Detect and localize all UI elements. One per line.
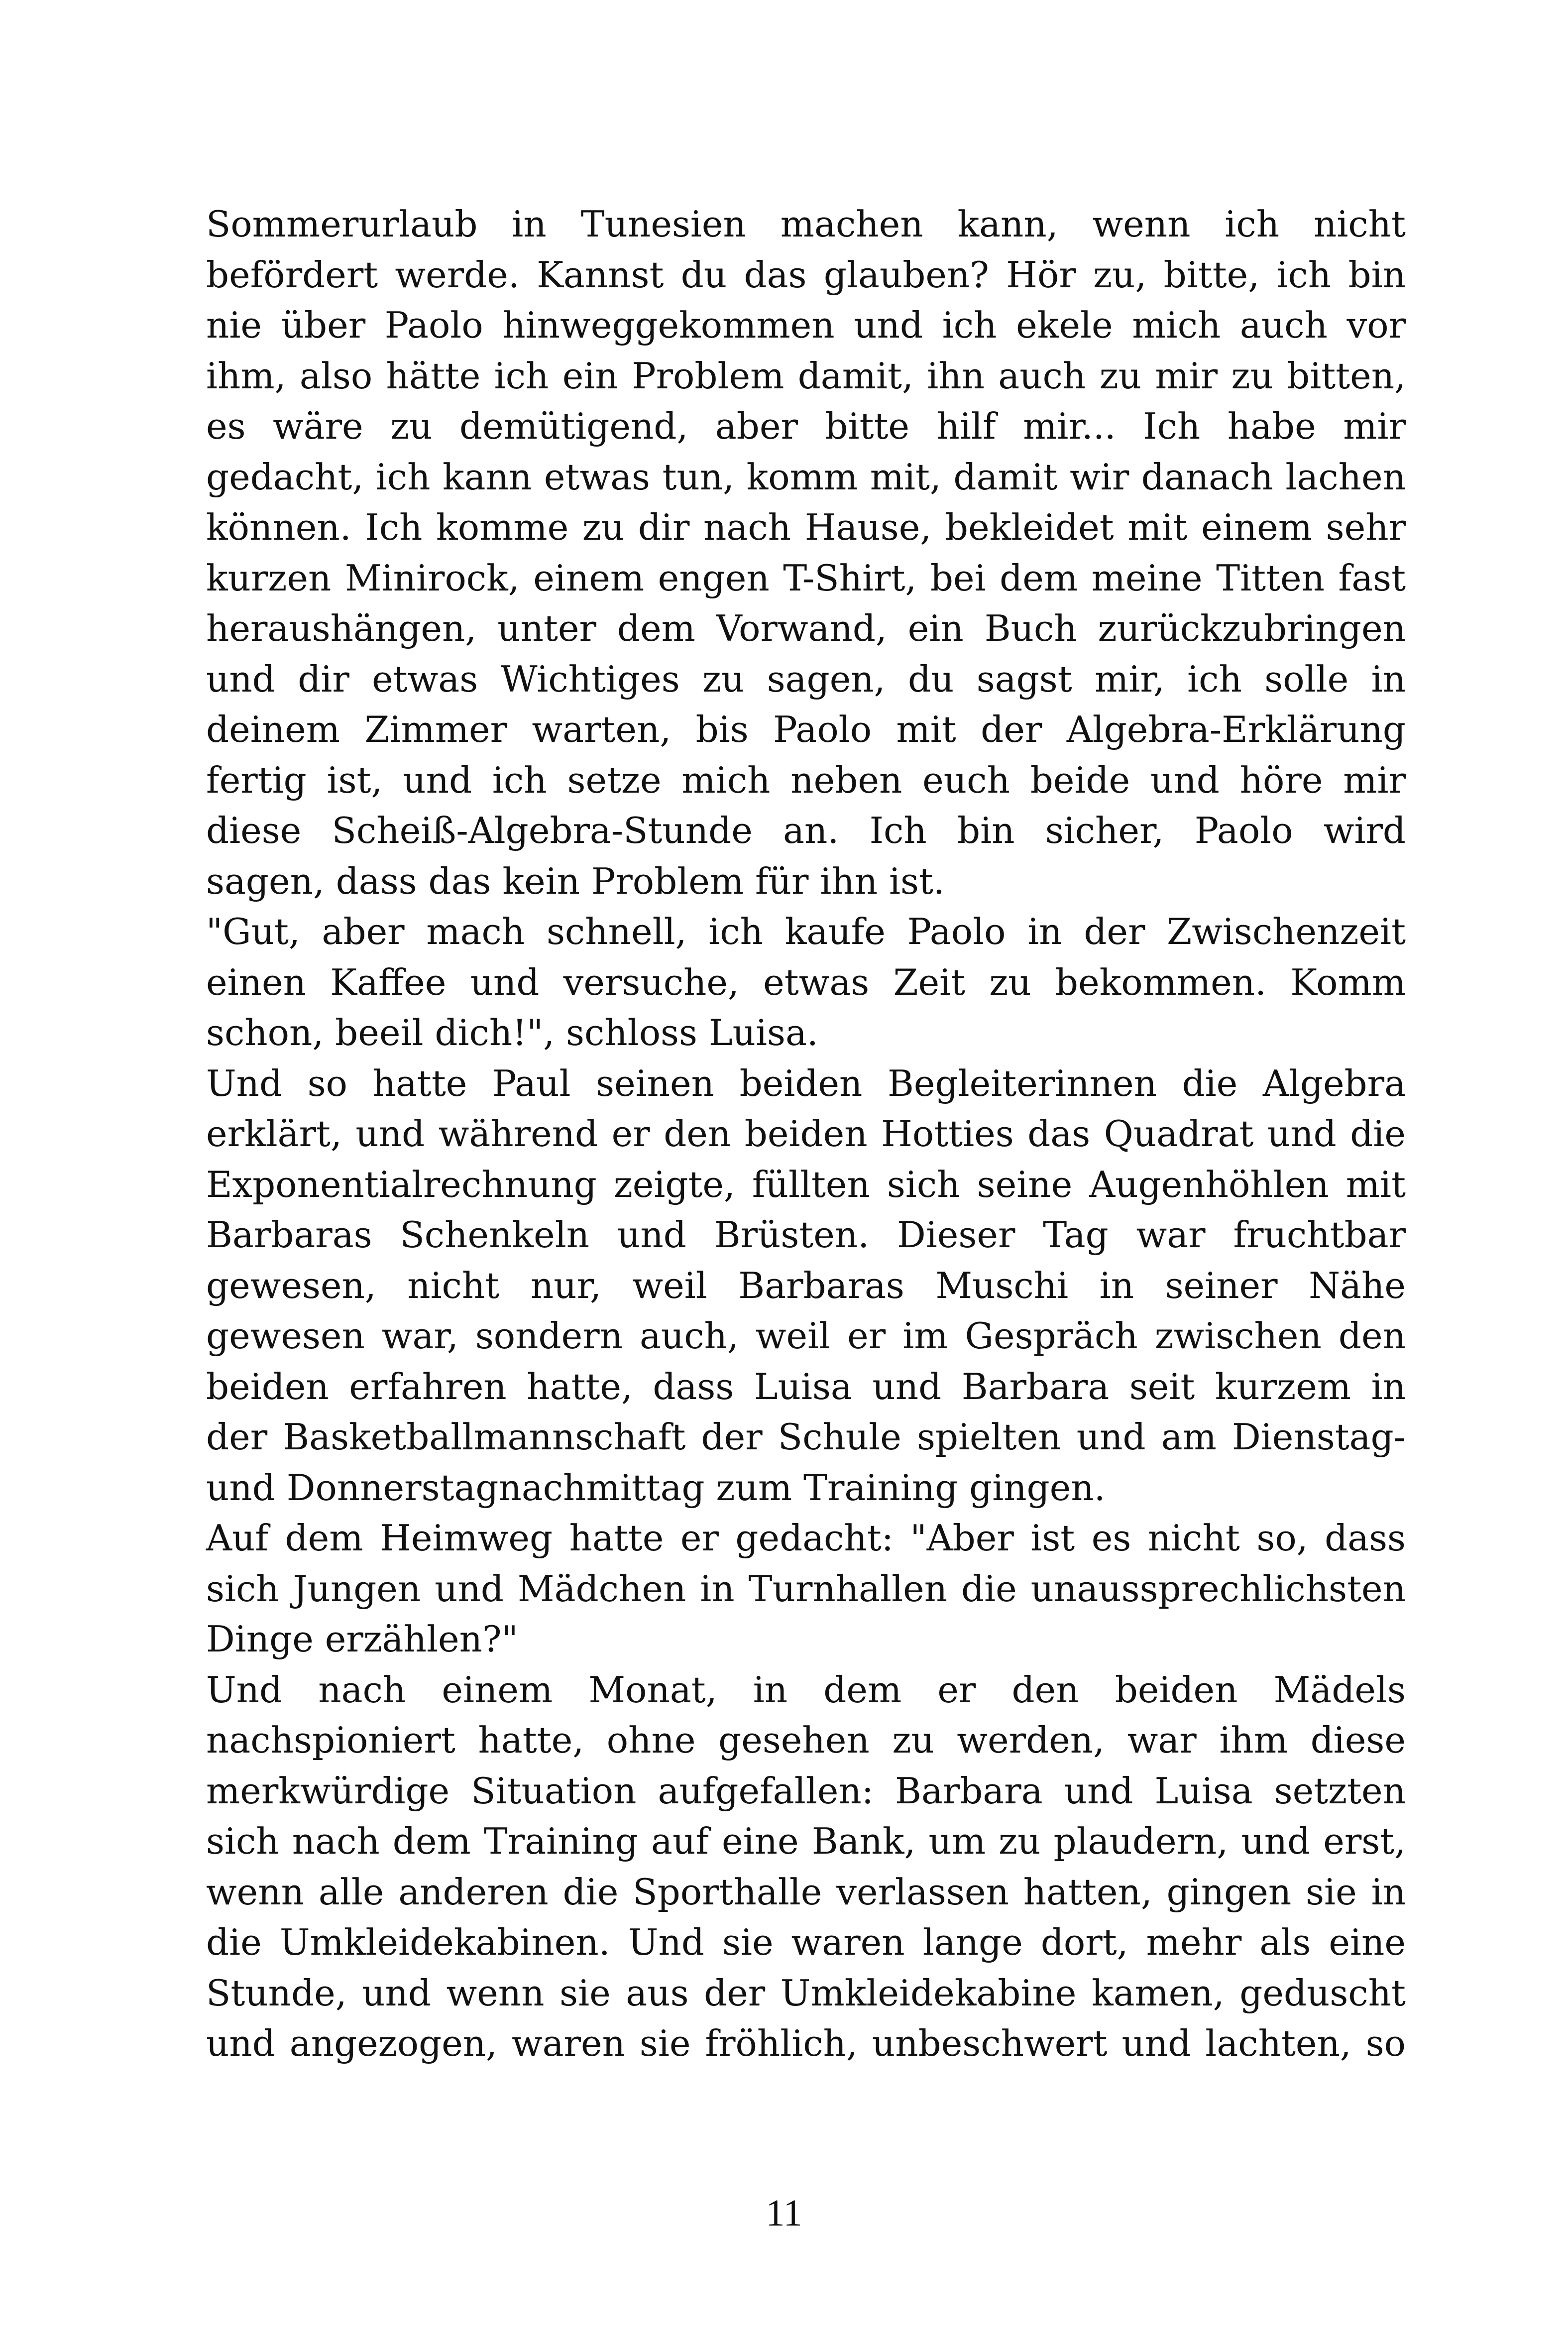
text-line: kurzen Minirock, einem engen T-Shirt, bei dem meine Titten fast <box>206 557 1406 599</box>
text-line: fertig ist, und ich setze mich neben euch beide und höre mir <box>206 759 1406 801</box>
page-number: 11 <box>766 2192 802 2234</box>
text-line: sich nach dem Training auf eine Bank, um zu plaudern, und erst, <box>206 1820 1406 1862</box>
text-line: diese Scheiß-Algebra-Stunde an. Ich bin sicher, Paolo wird <box>206 810 1406 851</box>
text-line: können. Ich komme zu dir nach Hause, bekleidet mit einem sehr <box>206 506 1406 548</box>
text-line: Und nach einem Monat, in dem er den beiden Mädels <box>206 1668 1406 1711</box>
text-line: nachspioniert hatte, ohne gesehen zu werden, war ihm diese <box>206 1719 1406 1761</box>
text-line: sich Jungen und Mädchen in Turnhallen die unaussprechlichsten <box>206 1567 1406 1610</box>
text-line: erklärt, und während er den beiden Hotties das Quadrat und die <box>206 1113 1406 1155</box>
text-line: ihm, also hätte ich ein Problem damit, ihn auch zu mir zu bitten, <box>206 354 1406 397</box>
text-line: und Donnerstagnachmittag zum Training gingen. <box>206 1466 1106 1509</box>
text-line: und dir etwas Wichtiges zu sagen, du sagst mir, ich solle in <box>206 658 1406 700</box>
body-text <box>206 199 1406 2069</box>
text-line: merkwürdige Situation aufgefallen: Barbara und Luisa setzten <box>206 1769 1406 1812</box>
text-line: deinem Zimmer warten, bis Paolo mit der Algebra-Erklärung <box>206 708 1406 750</box>
text-line: Stunde, und wenn sie aus der Umkleidekabine kamen, geduscht <box>206 1972 1406 2014</box>
text-line: einen Kaffee und versuche, etwas Zeit zu bekommen. Komm <box>206 961 1406 1003</box>
text-line: beiden erfahren hatte, dass Luisa und Barbara seit kurzem in <box>206 1365 1406 1408</box>
text-line: gewesen, nicht nur, weil Barbaras Muschi in seiner Nähe <box>206 1264 1406 1306</box>
text-line: heraushängen, unter dem Vorwand, ein Buch zurückzubringen <box>206 607 1406 649</box>
text-line: Dinge erzählen?" <box>206 1618 518 1660</box>
text-line: sagen, dass das kein Problem für ihn ist. <box>206 860 945 902</box>
text-line: Auf dem Heimweg hatte er gedacht: "Aber ist es nicht so, dass <box>206 1517 1406 1559</box>
text-line: Barbaras Schenkeln und Brüsten. Dieser Tag war fruchtbar <box>206 1214 1406 1256</box>
text-line: gedacht, ich kann etwas tun, komm mit, damit wir danach lachen <box>206 456 1406 498</box>
text-line: die Umkleidekabinen. Und sie waren lange dort, mehr als eine <box>206 1921 1406 1963</box>
text-line: schon, beeil dich!", schloss Luisa. <box>206 1012 818 1054</box>
text-line: Exponentialrechnung zeigte, füllten sich seine Augenhöhlen mit <box>206 1163 1406 1205</box>
text-line: es wäre zu demütigend, aber bitte hilf mir... Ich habe mir <box>206 405 1406 447</box>
text-line: nie über Paolo hinweggekommen und ich ekele mich auch vor <box>206 304 1406 346</box>
text-line: wenn alle anderen die Sporthalle verlassen hatten, gingen sie in <box>206 1871 1406 1913</box>
text-line: gewesen war, sondern auch, weil er im Gespräch zwischen den <box>206 1315 1406 1357</box>
text-line: und angezogen, waren sie fröhlich, unbeschwert und lachten, so <box>206 2022 1406 2064</box>
text-line: Sommerurlaub in Tunesien machen kann, wenn ich nicht <box>206 203 1406 245</box>
text-line: der Basketballmannschaft der Schule spielten und am Dienstag- <box>206 1416 1406 1458</box>
text-line: "Gut, aber mach schnell, ich kaufe Paolo in der Zwischenzeit <box>206 911 1406 952</box>
text-line: befördert werde. Kannst du das glauben? Hör zu, bitte, ich bin <box>206 253 1406 296</box>
text-line: Und so hatte Paul seinen beiden Begleiterinnen die Algebra <box>206 1062 1406 1104</box>
